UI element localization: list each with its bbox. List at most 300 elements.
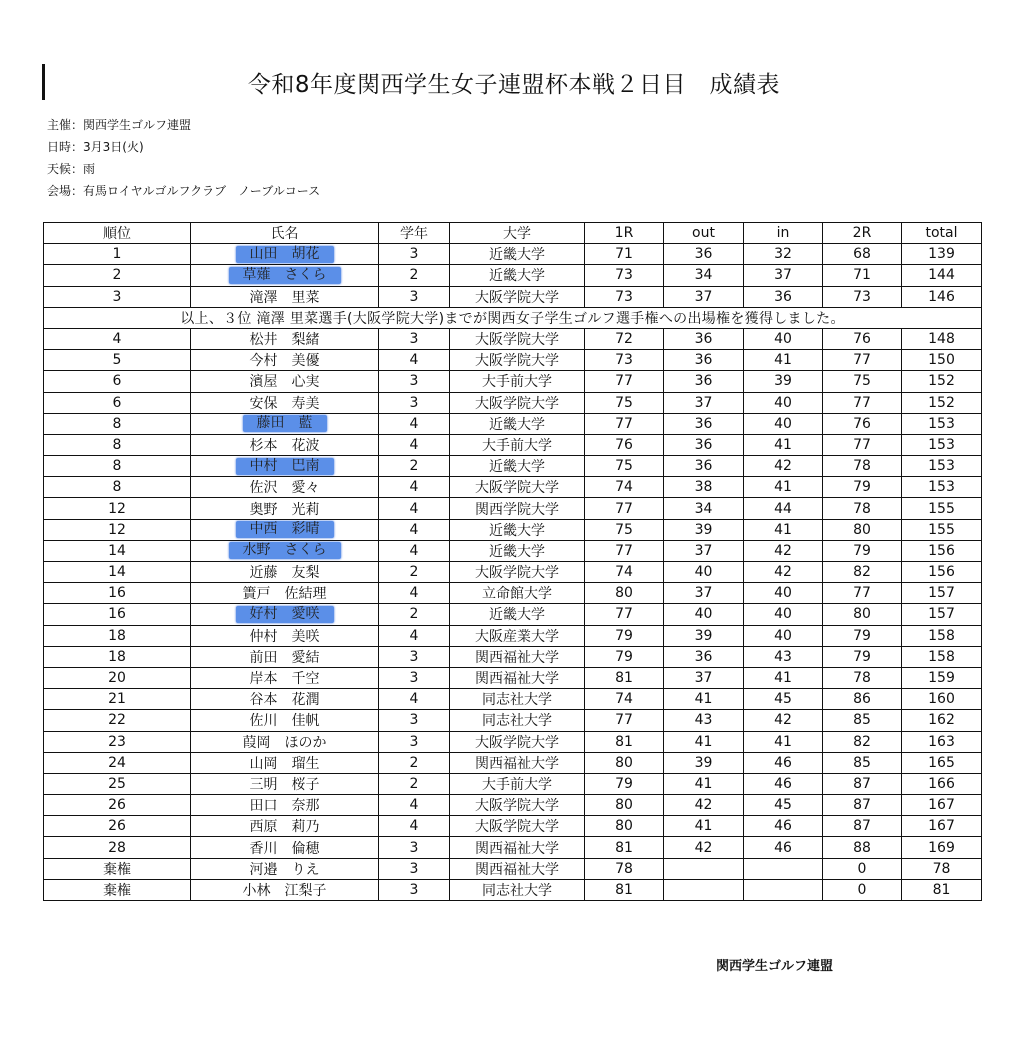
grade-cell: 4: [379, 434, 450, 455]
table-row: [44, 350, 982, 371]
out-cell: 38: [664, 477, 744, 498]
total-cell: 165: [902, 752, 982, 773]
rank-cell: 16: [44, 604, 191, 625]
university-cell: 大阪学院大学: [450, 477, 585, 498]
table-row: [44, 519, 982, 540]
round2-cell: 82: [823, 731, 902, 752]
table-row: [44, 604, 982, 625]
grade-cell: 4: [379, 498, 450, 519]
round1-cell: 79: [585, 625, 664, 646]
total-cell: 148: [902, 328, 982, 349]
out-cell: 42: [664, 795, 744, 816]
name-cell: 葭岡 ほのか: [191, 731, 379, 752]
in-cell: 42: [744, 562, 823, 583]
round2-cell: 87: [823, 795, 902, 816]
table-row: [44, 244, 982, 265]
table-row: [44, 879, 982, 900]
in-cell: 41: [744, 519, 823, 540]
table-row: [44, 328, 982, 349]
out-cell: 42: [664, 837, 744, 858]
table-row: [44, 731, 982, 752]
table-row: [44, 710, 982, 731]
in-cell: 40: [744, 604, 823, 625]
out-cell: 37: [664, 286, 744, 307]
round1-cell: 77: [585, 710, 664, 731]
total-cell: 158: [902, 646, 982, 667]
table-row: [44, 477, 982, 498]
in-cell: [744, 858, 823, 879]
round2-cell: 76: [823, 413, 902, 434]
name-cell: [191, 540, 379, 561]
name-cell: [191, 519, 379, 540]
out-cell: 36: [664, 244, 744, 265]
total-cell: 144: [902, 265, 982, 286]
table-row: [44, 413, 982, 434]
name-cell: 近藤 友梨: [191, 562, 379, 583]
university-cell: 大阪学院大学: [450, 350, 585, 371]
grade-cell: 3: [379, 646, 450, 667]
out-cell: 43: [664, 710, 744, 731]
grade-cell: 3: [379, 244, 450, 265]
rank-cell: 6: [44, 371, 191, 392]
university-cell: 近畿大学: [450, 265, 585, 286]
total-cell: 156: [902, 562, 982, 583]
header-round1: 1R: [585, 223, 664, 244]
rank-cell: 24: [44, 752, 191, 773]
table-row: [44, 752, 982, 773]
grade-cell: 3: [379, 328, 450, 349]
grade-cell: 4: [379, 689, 450, 710]
round1-cell: 80: [585, 583, 664, 604]
header-round2: 2R: [823, 223, 902, 244]
table-row: [44, 434, 982, 455]
out-cell: 39: [664, 625, 744, 646]
out-cell: 40: [664, 562, 744, 583]
round2-cell: 78: [823, 667, 902, 688]
name-cell: 佐川 佳帆: [191, 710, 379, 731]
name-cell: 三明 桜子: [191, 773, 379, 794]
total-cell: 167: [902, 816, 982, 837]
highlighted-name: 草薙 さくら: [229, 267, 341, 284]
rank-cell: 18: [44, 625, 191, 646]
round2-cell: 76: [823, 328, 902, 349]
qualification-note-row: [44, 307, 982, 328]
table-row: [44, 667, 982, 688]
out-cell: 41: [664, 773, 744, 794]
total-cell: 153: [902, 456, 982, 477]
university-cell: 関西福祉大学: [450, 837, 585, 858]
in-cell: 42: [744, 710, 823, 731]
university-cell: 関西福祉大学: [450, 752, 585, 773]
out-cell: 36: [664, 371, 744, 392]
grade-cell: 2: [379, 456, 450, 477]
grade-cell: 4: [379, 540, 450, 561]
round2-cell: 68: [823, 244, 902, 265]
grade-cell: 4: [379, 350, 450, 371]
in-cell: 40: [744, 583, 823, 604]
out-cell: 36: [664, 434, 744, 455]
grade-cell: 2: [379, 773, 450, 794]
university-cell: 近畿大学: [450, 519, 585, 540]
page-title: 令和8年度関西学生女子連盟杯本戦２日目 成績表: [247, 72, 781, 98]
grade-cell: 4: [379, 413, 450, 434]
total-cell: 158: [902, 625, 982, 646]
total-cell: 157: [902, 604, 982, 625]
rank-cell: 28: [44, 837, 191, 858]
rank-cell: 1: [44, 244, 191, 265]
name-cell: [191, 265, 379, 286]
out-cell: 34: [664, 265, 744, 286]
round2-cell: 80: [823, 604, 902, 625]
out-cell: [664, 879, 744, 900]
out-cell: 39: [664, 519, 744, 540]
table-row: [44, 540, 982, 561]
total-cell: 150: [902, 350, 982, 371]
rank-cell: 5: [44, 350, 191, 371]
in-cell: 43: [744, 646, 823, 667]
rank-cell: 25: [44, 773, 191, 794]
name-cell: 山岡 瑠生: [191, 752, 379, 773]
grade-cell: 2: [379, 562, 450, 583]
total-cell: 152: [902, 392, 982, 413]
university-cell: 大阪学院大学: [450, 731, 585, 752]
in-cell: 46: [744, 752, 823, 773]
organizer-line: 主催：関西学生ゴルフ連盟: [47, 118, 192, 132]
in-cell: 40: [744, 392, 823, 413]
total-cell: 162: [902, 710, 982, 731]
out-cell: 36: [664, 413, 744, 434]
round1-cell: 72: [585, 328, 664, 349]
out-cell: 37: [664, 667, 744, 688]
grade-cell: 2: [379, 604, 450, 625]
total-cell: 146: [902, 286, 982, 307]
out-cell: 41: [664, 689, 744, 710]
in-cell: 46: [744, 837, 823, 858]
name-cell: [191, 456, 379, 477]
grade-cell: 3: [379, 879, 450, 900]
rank-cell: 21: [44, 689, 191, 710]
out-cell: 39: [664, 752, 744, 773]
in-cell: 39: [744, 371, 823, 392]
rank-cell: 16: [44, 583, 191, 604]
round1-cell: 77: [585, 371, 664, 392]
name-cell: 前田 愛結: [191, 646, 379, 667]
total-cell: 167: [902, 795, 982, 816]
table-row: [44, 837, 982, 858]
round1-cell: 80: [585, 795, 664, 816]
round1-cell: 75: [585, 392, 664, 413]
total-cell: 81: [902, 879, 982, 900]
name-cell: [191, 244, 379, 265]
name-cell: 松井 梨緒: [191, 328, 379, 349]
out-cell: 34: [664, 498, 744, 519]
round1-cell: 74: [585, 477, 664, 498]
rank-cell: 12: [44, 519, 191, 540]
grade-cell: 3: [379, 731, 450, 752]
round2-cell: 73: [823, 286, 902, 307]
round2-cell: 82: [823, 562, 902, 583]
name-cell: 田口 奈那: [191, 795, 379, 816]
university-cell: 大阪学院大学: [450, 562, 585, 583]
round2-cell: 0: [823, 879, 902, 900]
out-cell: 40: [664, 604, 744, 625]
name-cell: 小林 江梨子: [191, 879, 379, 900]
name-cell: 谷本 花潤: [191, 689, 379, 710]
total-cell: 153: [902, 477, 982, 498]
out-cell: 41: [664, 816, 744, 837]
university-cell: 大阪学院大学: [450, 286, 585, 307]
round1-cell: 80: [585, 816, 664, 837]
university-cell: 大阪学院大学: [450, 328, 585, 349]
grade-cell: 3: [379, 710, 450, 731]
round2-cell: 75: [823, 371, 902, 392]
table-row: [44, 265, 982, 286]
round2-cell: 79: [823, 646, 902, 667]
highlighted-name: 山田 胡花: [236, 246, 334, 263]
grade-cell: 3: [379, 837, 450, 858]
header-name: 氏名: [191, 223, 379, 244]
in-cell: 41: [744, 350, 823, 371]
out-cell: 37: [664, 583, 744, 604]
university-cell: 大手前大学: [450, 434, 585, 455]
university-cell: 大阪学院大学: [450, 392, 585, 413]
round2-cell: 79: [823, 625, 902, 646]
round2-cell: 80: [823, 519, 902, 540]
results-table: [43, 222, 982, 901]
in-cell: 41: [744, 731, 823, 752]
highlighted-name: 中村 巴南: [236, 458, 334, 475]
total-cell: 166: [902, 773, 982, 794]
name-cell: 佐沢 愛々: [191, 477, 379, 498]
table-row: [44, 286, 982, 307]
university-cell: 大手前大学: [450, 371, 585, 392]
university-cell: 同志社大学: [450, 710, 585, 731]
grade-cell: 2: [379, 752, 450, 773]
round2-cell: 85: [823, 710, 902, 731]
in-cell: [744, 879, 823, 900]
total-cell: 157: [902, 583, 982, 604]
in-cell: 46: [744, 773, 823, 794]
university-cell: 大手前大学: [450, 773, 585, 794]
qualification-note: 以上、３位 滝澤 里菜選手(大阪学院大学)までが関西女子学生ゴルフ選手権への出場権を獲得しました。: [44, 307, 982, 328]
out-cell: 37: [664, 392, 744, 413]
round1-cell: 71: [585, 244, 664, 265]
rank-cell: 8: [44, 413, 191, 434]
grade-cell: 3: [379, 371, 450, 392]
total-cell: 155: [902, 519, 982, 540]
university-cell: 大阪学院大学: [450, 816, 585, 837]
university-cell: 大阪学院大学: [450, 795, 585, 816]
university-cell: 大阪産業大学: [450, 625, 585, 646]
table-row: [44, 562, 982, 583]
rank-cell: 3: [44, 286, 191, 307]
round1-cell: 77: [585, 604, 664, 625]
round1-cell: 81: [585, 731, 664, 752]
university-cell: 同志社大学: [450, 689, 585, 710]
table-row: [44, 625, 982, 646]
round1-cell: 74: [585, 562, 664, 583]
header-university: 大学: [450, 223, 585, 244]
rank-cell: 8: [44, 477, 191, 498]
name-cell: 今村 美優: [191, 350, 379, 371]
round1-cell: 76: [585, 434, 664, 455]
rank-cell: 14: [44, 540, 191, 561]
total-cell: 153: [902, 434, 982, 455]
in-cell: 42: [744, 540, 823, 561]
rank-cell: 23: [44, 731, 191, 752]
total-cell: 78: [902, 858, 982, 879]
round1-cell: 74: [585, 689, 664, 710]
round2-cell: 77: [823, 434, 902, 455]
out-cell: 41: [664, 731, 744, 752]
total-cell: 139: [902, 244, 982, 265]
out-cell: 36: [664, 350, 744, 371]
round1-cell: 75: [585, 519, 664, 540]
name-cell: 仲村 美咲: [191, 625, 379, 646]
grade-cell: 3: [379, 286, 450, 307]
rank-cell: 8: [44, 434, 191, 455]
rank-cell: 8: [44, 456, 191, 477]
total-cell: 169: [902, 837, 982, 858]
footer-organization: 関西学生ゴルフ連盟: [716, 959, 834, 974]
university-cell: 立命館大学: [450, 583, 585, 604]
header-grade: 学年: [379, 223, 450, 244]
header-total: total: [902, 223, 982, 244]
university-cell: 近畿大学: [450, 456, 585, 477]
rank-cell: 12: [44, 498, 191, 519]
header-rank: 順位: [44, 223, 191, 244]
round1-cell: 81: [585, 879, 664, 900]
total-cell: 163: [902, 731, 982, 752]
in-cell: 37: [744, 265, 823, 286]
round1-cell: 75: [585, 456, 664, 477]
total-cell: 159: [902, 667, 982, 688]
in-cell: 46: [744, 816, 823, 837]
out-cell: 36: [664, 456, 744, 477]
in-cell: 41: [744, 667, 823, 688]
grade-cell: 4: [379, 477, 450, 498]
total-cell: 155: [902, 498, 982, 519]
table-row: [44, 392, 982, 413]
rank-cell: 4: [44, 328, 191, 349]
highlighted-name: 水野 さくら: [229, 542, 341, 559]
highlighted-name: 藤田 藍: [243, 415, 327, 432]
total-cell: 152: [902, 371, 982, 392]
round2-cell: 71: [823, 265, 902, 286]
round1-cell: 73: [585, 265, 664, 286]
university-cell: 関西福祉大学: [450, 858, 585, 879]
name-cell: 香川 倫穂: [191, 837, 379, 858]
round2-cell: 79: [823, 477, 902, 498]
out-cell: 37: [664, 540, 744, 561]
highlighted-name: 中西 彩晴: [236, 521, 334, 538]
grade-cell: 2: [379, 265, 450, 286]
total-cell: 153: [902, 413, 982, 434]
event-info: [47, 114, 320, 202]
total-cell: 156: [902, 540, 982, 561]
table-row: [44, 646, 982, 667]
round1-cell: 79: [585, 773, 664, 794]
in-cell: 42: [744, 456, 823, 477]
round1-cell: 77: [585, 413, 664, 434]
rank-cell: 20: [44, 667, 191, 688]
in-cell: 45: [744, 795, 823, 816]
rank-cell: 6: [44, 392, 191, 413]
round2-cell: 78: [823, 456, 902, 477]
highlighted-name: 好村 愛咲: [236, 606, 334, 623]
rank-cell: 26: [44, 816, 191, 837]
in-cell: 45: [744, 689, 823, 710]
round1-cell: 81: [585, 667, 664, 688]
round2-cell: 87: [823, 773, 902, 794]
table-row: [44, 816, 982, 837]
grade-cell: 3: [379, 858, 450, 879]
round2-cell: 77: [823, 350, 902, 371]
venue-line: 会場：有馬ロイヤルゴルフクラブ ノーブルコース: [47, 184, 321, 198]
in-cell: 36: [744, 286, 823, 307]
university-cell: 関西学院大学: [450, 498, 585, 519]
in-cell: 40: [744, 413, 823, 434]
table-row: [44, 773, 982, 794]
table-row: [44, 583, 982, 604]
name-cell: [191, 413, 379, 434]
round1-cell: 77: [585, 540, 664, 561]
grade-cell: 4: [379, 519, 450, 540]
rank-cell: 14: [44, 562, 191, 583]
header-in: in: [744, 223, 823, 244]
round2-cell: 88: [823, 837, 902, 858]
rank-cell: 26: [44, 795, 191, 816]
university-cell: 近畿大学: [450, 540, 585, 561]
grade-cell: 4: [379, 625, 450, 646]
round1-cell: 77: [585, 498, 664, 519]
grade-cell: 4: [379, 816, 450, 837]
round2-cell: 77: [823, 583, 902, 604]
grade-cell: 4: [379, 795, 450, 816]
in-cell: 40: [744, 625, 823, 646]
in-cell: 41: [744, 434, 823, 455]
weather-line: 天候：雨: [47, 162, 96, 176]
table-row: [44, 456, 982, 477]
in-cell: 44: [744, 498, 823, 519]
total-cell: 160: [902, 689, 982, 710]
round1-cell: 80: [585, 752, 664, 773]
in-cell: 40: [744, 328, 823, 349]
round1-cell: 73: [585, 286, 664, 307]
round1-cell: 73: [585, 350, 664, 371]
out-cell: 36: [664, 646, 744, 667]
date-line: 日時：3月3日(火): [47, 140, 144, 154]
rank-cell: 18: [44, 646, 191, 667]
round2-cell: 85: [823, 752, 902, 773]
university-cell: 関西福祉大学: [450, 646, 585, 667]
table-row: [44, 858, 982, 879]
table-row: [44, 371, 982, 392]
university-cell: 近畿大学: [450, 604, 585, 625]
grade-cell: 3: [379, 667, 450, 688]
rank-cell: 2: [44, 265, 191, 286]
round2-cell: 87: [823, 816, 902, 837]
university-cell: 同志社大学: [450, 879, 585, 900]
name-cell: [191, 604, 379, 625]
name-cell: 滝澤 里菜: [191, 286, 379, 307]
table-row: [44, 795, 982, 816]
table-row: [44, 689, 982, 710]
name-cell: 奥野 光莉: [191, 498, 379, 519]
round1-cell: 79: [585, 646, 664, 667]
table-row: [44, 498, 982, 519]
university-cell: 近畿大学: [450, 244, 585, 265]
